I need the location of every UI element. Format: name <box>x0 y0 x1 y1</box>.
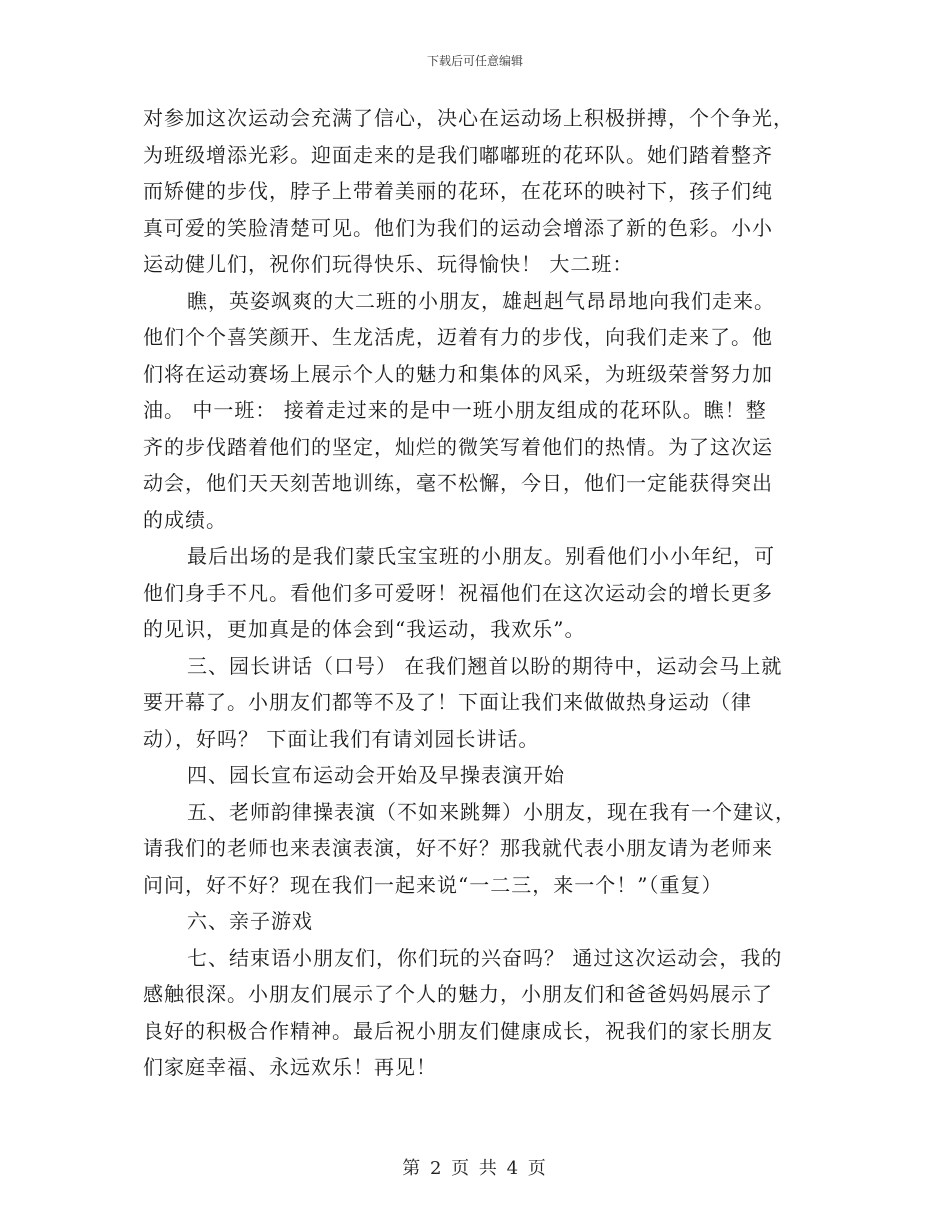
page-header: 下载后可任意编辑 <box>426 54 523 68</box>
text-line: 七、结束语小朋友们，你们玩的兴奋吗？ 通过这次运动会，我的 <box>187 945 783 970</box>
text-line: 们将在运动赛场上展示个人的魅力和集体的风采，为班级荣誉努力加 <box>143 361 773 386</box>
text-line: 他们个个喜笑颜开、生龙活虎，迈着有力的步伐，向我们走来了。他 <box>143 325 773 349</box>
text-line: 动会，他们天天刻苦地训练，毫不松懈，今日，他们一定能获得突出 <box>143 471 773 495</box>
text-line: 五、老师韵律操表演（不如来跳舞）小朋友，现在我有一个建议， <box>187 799 796 824</box>
text-line: 的见识，更加真是的体会到“我运动，我欢乐”。 <box>143 617 586 641</box>
text-line: 六、亲子游戏 <box>187 909 313 933</box>
text-line: 请我们的老师也来表演表演，好不好？那我就代表小朋友请为老师来 <box>143 836 773 860</box>
text-line: 运动健儿们，祝你们玩得快乐、玩得愉快！ 大二班： <box>143 252 634 276</box>
text-line: 油。 中一班： 接着走过来的是中一班小朋友组成的花环队。瞧！整 <box>143 398 767 422</box>
text-line: 三、园长讲话（口号） 在我们翘首以盼的期待中，运动会马上就 <box>187 653 783 678</box>
text-line: 而矫健的步伐，脖子上带着美丽的花环，在花环的映衬下，孩子们纯 <box>143 179 773 203</box>
text-line: 良好的积极合作精神。最后祝小朋友们健康成长，祝我们的家长朋友 <box>143 1018 773 1043</box>
text-line: 要开幕了。小朋友们都等不及了！下面让我们来做做热身运动（律 <box>143 690 752 714</box>
text-line: 的成绩。 <box>143 507 227 532</box>
text-line: 他们身手不凡。看他们多可爱呀！祝福他们在这次运动会的增长更多 <box>143 580 773 605</box>
text-line: 们家庭幸福、永远欢乐！再见！ <box>143 1055 437 1079</box>
text-line: 最后出场的是我们蒙氏宝宝班的小朋友。别看他们小小年纪，可 <box>187 544 775 568</box>
page-number: 第 2 页 共 4 页 <box>402 1158 548 1179</box>
text-line: 四、园长宣布运动会开始及早操表演开始 <box>187 763 565 787</box>
text-line: 动），好吗？ 下面让我们有请刘园长讲话。 <box>143 726 540 751</box>
text-line: 对参加这次运动会充满了信心，决心在运动场上积极拼搏，个个争光， <box>143 106 794 130</box>
text-line: 问问，好不好？现在我们一起来说“一二三，来一个！”（重复） <box>143 872 723 897</box>
text-line: 感触很深。小朋友们展示了个人的魅力，小朋友们和爸爸妈妈展示了 <box>143 982 773 1006</box>
document-body <box>143 100 803 1086</box>
text-line: 真可爱的笑脸清楚可见。他们为我们的运动会增添了新的色彩。小小 <box>143 215 773 240</box>
text-line: 瞧，英姿飒爽的大二班的小朋友，雄赳赳气昂昂地向我们走来。 <box>187 288 775 313</box>
text-line: 齐的步伐踏着他们的坚定，灿烂的微笑写着他们的热情。为了这次运 <box>143 434 773 459</box>
text-line: 为班级增添光彩。迎面走来的是我们嘟嘟班的花环队。她们踏着整齐 <box>143 142 773 167</box>
